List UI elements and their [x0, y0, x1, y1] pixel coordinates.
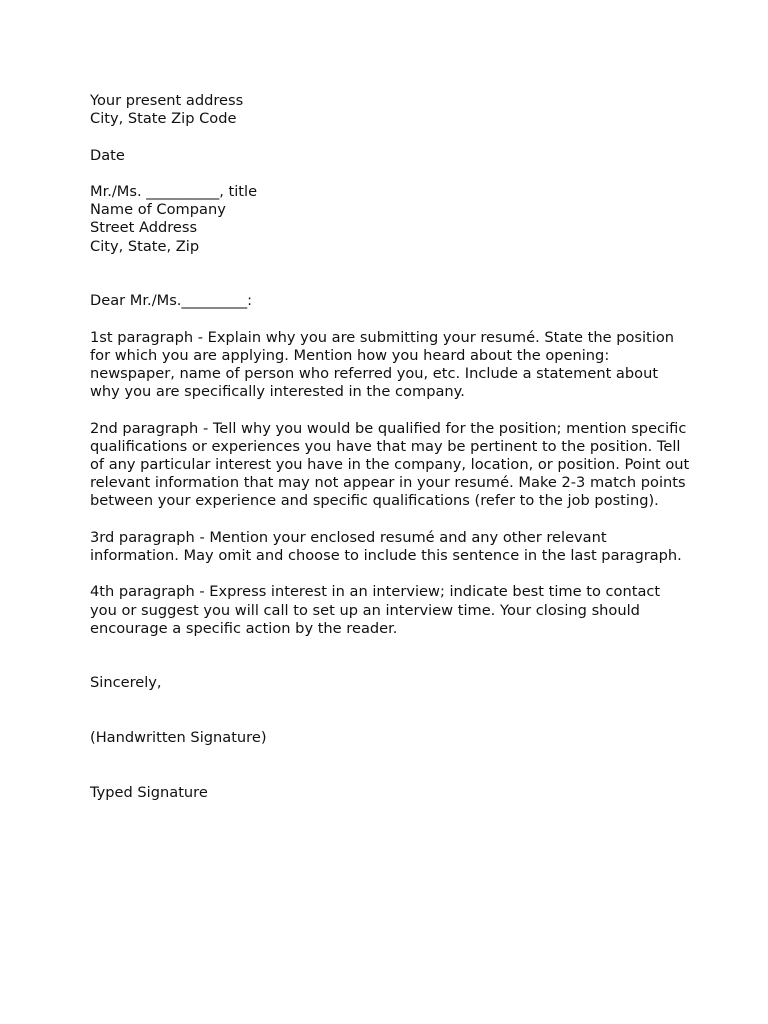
handwritten-signature: (Handwritten Signature)	[90, 728, 267, 746]
closing: Sincerely,	[90, 674, 162, 692]
recipient-street: Street Address	[90, 219, 198, 237]
sender-address-line1: Your present address	[90, 92, 244, 109]
recipient-name: Mr./Ms. __________, title	[90, 182, 258, 200]
paragraph-1: 1st paragraph - Explain why you are submitting your resumé. State the position for which you are applying. Mention how you heard about the opening: newspaper, name of person who referred you, etc. Include a statement about why you are specifically interested in the company.	[90, 328, 675, 401]
paragraph-2: 2nd paragraph - Tell why you would be qualified for the position; mention specific qualifications or experiences you have that may be pertinent to the position. Tell of any particular interest you have in the company, location, or position. Point out relevant information that may not appear in your resumé. Make 2-3 match points between your experience and specific qualifications (refer to the job posting).	[90, 419, 690, 510]
sender-address-line2: City, State Zip Code	[90, 110, 237, 128]
paragraph-3: 3rd paragraph - Mention your enclosed resumé and any other relevant information. May omit and choose to include this sentence in the last paragraph.	[90, 528, 682, 564]
typed-signature: Typed Signature	[90, 783, 208, 801]
recipient-city: City, State, Zip	[90, 237, 200, 255]
letter-date: Date	[90, 146, 125, 164]
recipient-company: Name of Company	[90, 201, 226, 219]
recipient-block	[90, 183, 690, 256]
letter-page	[90, 92, 690, 802]
paragraph-4: 4th paragraph - Express interest in an interview; indicate best time to contact you or suggest you will call to set up an interview time. Your closing should encourage a specific action by the reader.	[90, 583, 661, 637]
salutation: Dear Mr./Ms._________:	[90, 292, 253, 310]
sender-address	[90, 92, 690, 128]
